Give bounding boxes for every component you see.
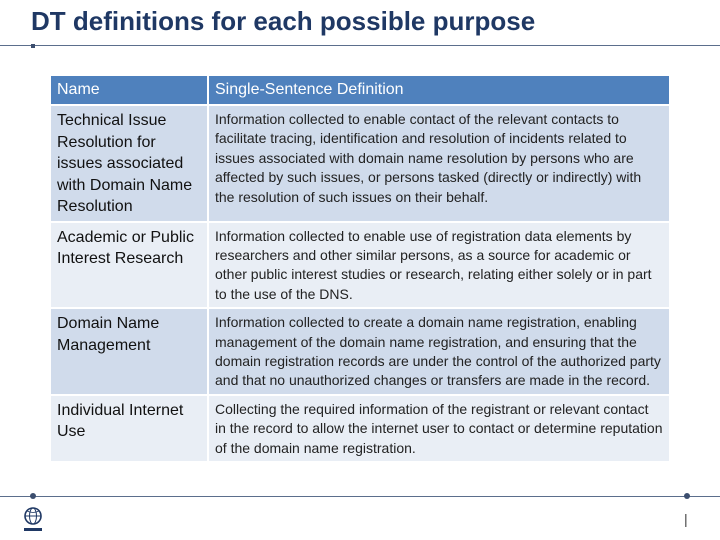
table-row: [51, 396, 669, 461]
header-definition: Single-Sentence Definition: [209, 76, 669, 104]
definitions-table: [49, 74, 671, 463]
purpose-definition: Collecting the required information of the registrant or relevant contact in the record to allow the internet user to contact or determine reputation of the domain name registration.: [209, 396, 669, 461]
table-row: [51, 223, 669, 308]
divider-marker: [31, 44, 35, 48]
purpose-name: Academic or Public Interest Research: [51, 223, 207, 308]
slide-title: DT definitions for each possible purpose: [31, 6, 536, 36]
purpose-definition: Information collected to enable use of registration data elements by researchers and other similar persons, as a source for academic or other public interest studies or research, relating either solely or in part to the use of the DNS.: [209, 223, 669, 308]
table-row: [51, 106, 669, 221]
purpose-definition: Information collected to enable contact of the relevant contacts to facilitate tracing, identification and resolution of incidents related to issues associated with domain name resolution by persons who are affected by such issues, or persons tasked (directly or indirectly) with the resolution of such issues on their behalf.: [209, 106, 669, 221]
table-header-row: [51, 76, 669, 104]
purpose-name: Technical Issue Resolution for issues associated with Domain Name Resolution: [51, 106, 207, 221]
header-name: Name: [51, 76, 207, 104]
purpose-definition: Information collected to create a domain name registration, enabling management of the domain name registration, and ensuring that the domain registration records are under the control of the authorized party and that no unauthorized changes or transfers are made in the record.: [209, 309, 669, 394]
table-row: [51, 309, 669, 394]
purpose-name: Domain Name Management: [51, 309, 207, 394]
page-number: |: [684, 511, 688, 527]
footer-divider: [0, 496, 720, 497]
purpose-name: Individual Internet Use: [51, 396, 207, 461]
footer-right-dot: [684, 493, 690, 499]
icann-globe-logo-icon: [20, 505, 46, 535]
footer-left-dot: [30, 493, 36, 499]
title-divider: [0, 45, 720, 46]
